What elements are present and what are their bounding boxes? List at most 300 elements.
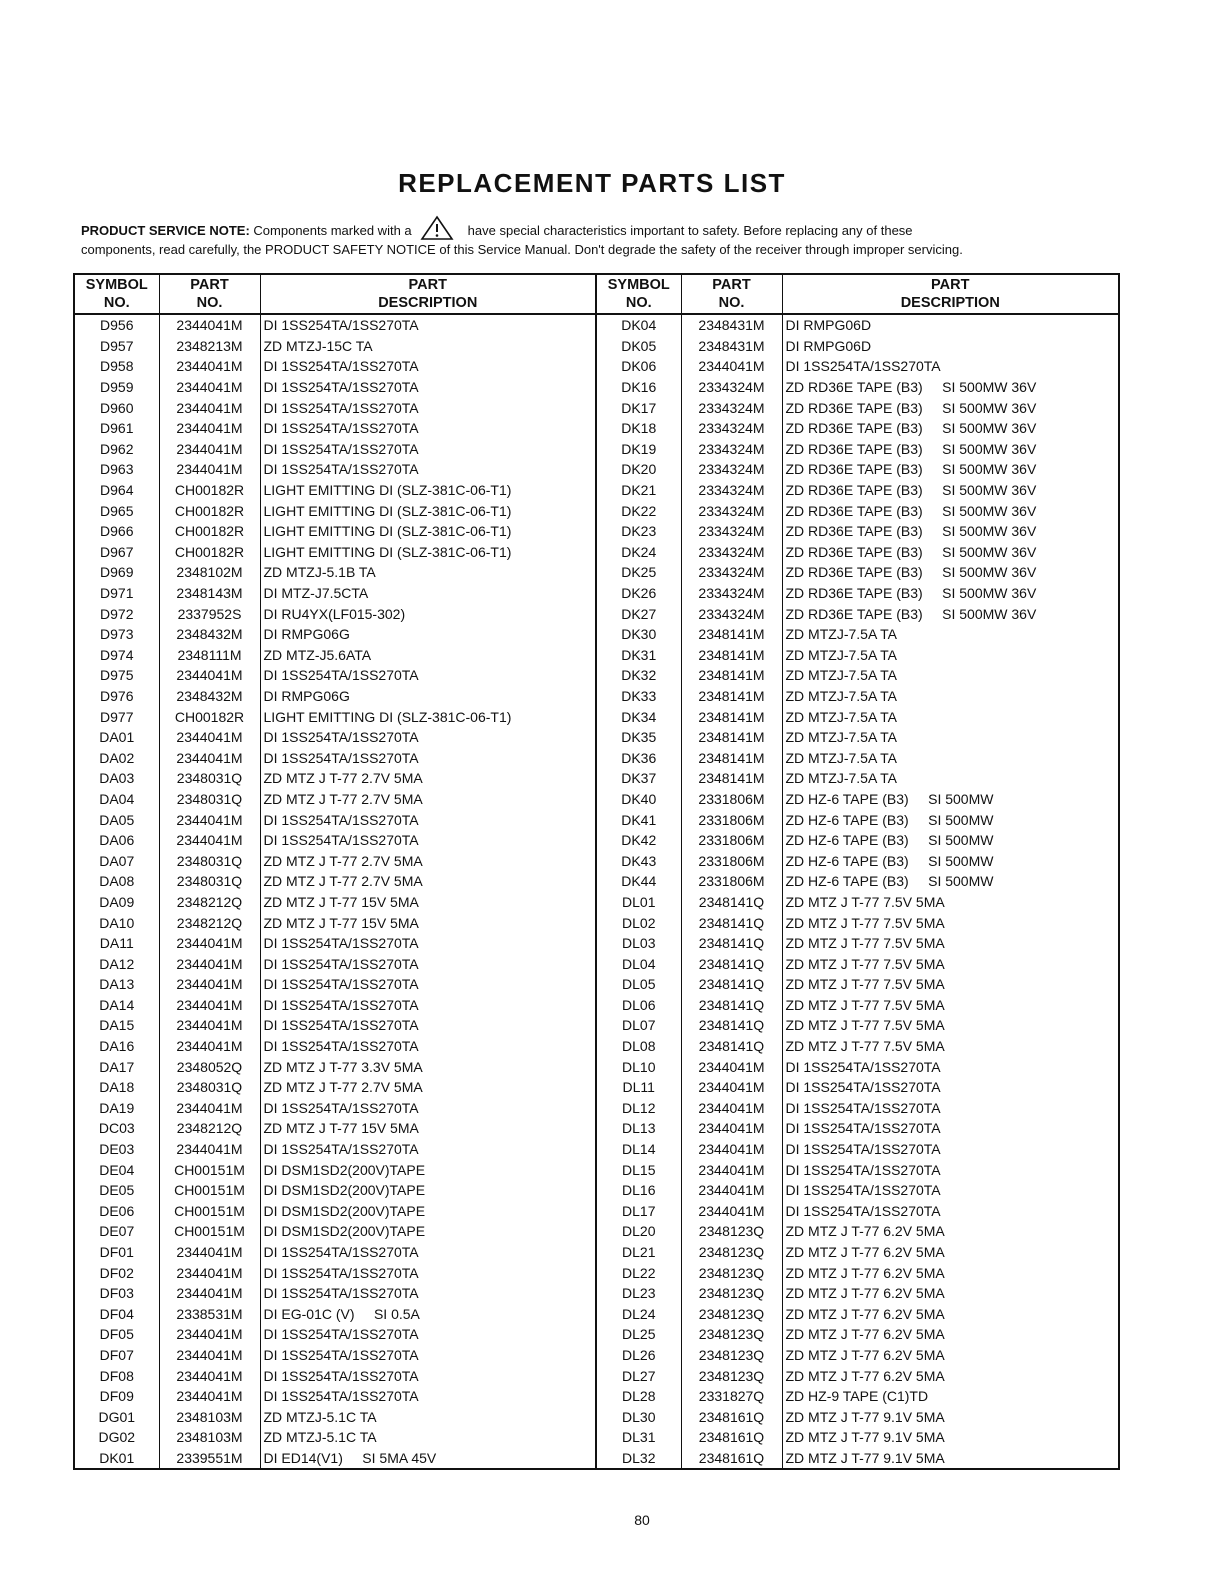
right-part-no-cell: 2348123Q bbox=[681, 1283, 782, 1304]
table-row bbox=[74, 1118, 1119, 1139]
left-description-cell: ZD MTZJ-5.1C TA bbox=[260, 1406, 596, 1427]
left-symbol-cell: DE05 bbox=[99, 1182, 135, 1199]
right-part-no-cell: 2348141M bbox=[681, 686, 782, 707]
left-symbol-cell: DA01 bbox=[99, 729, 135, 746]
right-description-cell: ZD RD36E TAPE (B3) SI 500MW 36V bbox=[782, 583, 1119, 604]
right-symbol-cell: DK21 bbox=[596, 480, 681, 501]
left-symbol-cell: DK01 bbox=[99, 1449, 135, 1466]
left-part-no-cell: CH00182R bbox=[159, 500, 260, 521]
left-description-cell: DI MTZ-J7.5CTA bbox=[260, 583, 596, 604]
right-symbol-cell: DL31 bbox=[596, 1427, 681, 1448]
right-description-cell: ZD MTZJ-7.5A TA bbox=[782, 747, 1119, 768]
left-description-cell: ZD MTZJ-15C TA bbox=[260, 336, 596, 357]
left-part-no-cell: 2344041M bbox=[159, 459, 260, 480]
right-part-no-cell: 2334324M bbox=[681, 377, 782, 398]
right-description-cell: ZD MTZ J T-77 9.1V 5MA bbox=[782, 1448, 1119, 1470]
header-symbol-no-right: SYMBOL NO. bbox=[596, 274, 681, 314]
page-number: 80 bbox=[634, 1512, 650, 1528]
table-row bbox=[74, 542, 1119, 563]
left-part-no-cell: 2348212Q bbox=[159, 912, 260, 933]
left-description-cell: ZD MTZJ-5.1B TA bbox=[260, 562, 596, 583]
right-symbol-cell: DL30 bbox=[596, 1406, 681, 1427]
right-part-no-cell: 2348431M bbox=[681, 336, 782, 357]
right-description-cell: ZD HZ-9 TAPE (C1)TD bbox=[782, 1386, 1119, 1407]
table-row bbox=[74, 809, 1119, 830]
right-description-cell: ZD RD36E TAPE (B3) SI 500MW 36V bbox=[782, 439, 1119, 460]
left-part-no-cell: 2348111M bbox=[159, 645, 260, 666]
right-symbol-cell: DL06 bbox=[596, 995, 681, 1016]
table-row bbox=[74, 1262, 1119, 1283]
right-symbol-cell: DL11 bbox=[596, 1077, 681, 1098]
left-description-cell: DI 1SS254TA/1SS270TA bbox=[260, 1242, 596, 1263]
right-description-cell: DI 1SS254TA/1SS270TA bbox=[782, 1139, 1119, 1160]
right-description-cell: DI RMPG06D bbox=[782, 336, 1119, 357]
right-part-no-cell: 2334324M bbox=[681, 583, 782, 604]
right-description-cell: DI 1SS254TA/1SS270TA bbox=[782, 1180, 1119, 1201]
left-symbol-cell: DA13 bbox=[99, 976, 135, 993]
right-part-no-cell: 2331806M bbox=[681, 850, 782, 871]
left-symbol-cell: D965 bbox=[100, 502, 134, 519]
header-symbol-no: SYMBOL NO. bbox=[74, 274, 159, 314]
table-row bbox=[74, 953, 1119, 974]
left-symbol-cell: DA12 bbox=[99, 955, 135, 972]
right-description-cell: ZD HZ-6 TAPE (B3) SI 500MW bbox=[782, 830, 1119, 851]
left-symbol-cell: D974 bbox=[100, 646, 134, 663]
note-text-before-icon: Components marked with a bbox=[253, 223, 412, 238]
left-part-no-cell: 2344041M bbox=[159, 397, 260, 418]
left-part-no-cell: 2344041M bbox=[159, 1036, 260, 1057]
left-description-cell: DI 1SS254TA/1SS270TA bbox=[260, 377, 596, 398]
right-symbol-cell: DL22 bbox=[596, 1262, 681, 1283]
table-row bbox=[74, 974, 1119, 995]
left-description-cell: DI 1SS254TA/1SS270TA bbox=[260, 314, 596, 336]
right-description-cell: ZD MTZ J T-77 7.5V 5MA bbox=[782, 974, 1119, 995]
right-part-no-cell: 2348141M bbox=[681, 645, 782, 666]
right-symbol-cell: DK19 bbox=[596, 439, 681, 460]
right-part-no-cell: 2331827Q bbox=[681, 1386, 782, 1407]
right-part-no-cell: 2348141M bbox=[681, 624, 782, 645]
right-part-no-cell: 2344041M bbox=[681, 1118, 782, 1139]
right-part-no-cell: 2348123Q bbox=[681, 1221, 782, 1242]
left-description-cell: DI DSM1SD2(200V)TAPE bbox=[260, 1201, 596, 1222]
left-symbol-cell: DA17 bbox=[99, 1058, 135, 1075]
left-symbol-cell: DA08 bbox=[99, 873, 135, 890]
right-part-no-cell: 2348141M bbox=[681, 747, 782, 768]
left-description-cell: DI 1SS254TA/1SS270TA bbox=[260, 933, 596, 954]
left-part-no-cell: 2344041M bbox=[159, 995, 260, 1016]
left-part-no-cell: 2348031Q bbox=[159, 1077, 260, 1098]
right-description-cell: ZD MTZ J T-77 7.5V 5MA bbox=[782, 1015, 1119, 1036]
left-part-no-cell: 2344041M bbox=[159, 747, 260, 768]
left-description-cell: ZD MTZ J T-77 2.7V 5MA bbox=[260, 1077, 596, 1098]
right-part-no-cell: 2334324M bbox=[681, 459, 782, 480]
table-row bbox=[74, 439, 1119, 460]
left-description-cell: ZD MTZ J T-77 15V 5MA bbox=[260, 912, 596, 933]
left-description-cell: ZD MTZ J T-77 15V 5MA bbox=[260, 892, 596, 913]
right-symbol-cell: DK44 bbox=[596, 871, 681, 892]
right-description-cell: DI 1SS254TA/1SS270TA bbox=[782, 356, 1119, 377]
left-description-cell: DI 1SS254TA/1SS270TA bbox=[260, 1365, 596, 1386]
left-part-no-cell: 2348052Q bbox=[159, 1056, 260, 1077]
left-part-no-cell: 2344041M bbox=[159, 356, 260, 377]
right-description-cell: ZD RD36E TAPE (B3) SI 500MW 36V bbox=[782, 459, 1119, 480]
right-symbol-cell: DL13 bbox=[596, 1118, 681, 1139]
left-symbol-cell: DA02 bbox=[99, 749, 135, 766]
right-description-cell: ZD MTZJ-7.5A TA bbox=[782, 645, 1119, 666]
right-description-cell: ZD MTZ J T-77 7.5V 5MA bbox=[782, 953, 1119, 974]
right-part-no-cell: 2344041M bbox=[681, 356, 782, 377]
right-description-cell: ZD RD36E TAPE (B3) SI 500MW 36V bbox=[782, 480, 1119, 501]
table-row bbox=[74, 912, 1119, 933]
table-row bbox=[74, 521, 1119, 542]
right-description-cell: ZD HZ-6 TAPE (B3) SI 500MW bbox=[782, 871, 1119, 892]
right-description-cell: ZD RD36E TAPE (B3) SI 500MW 36V bbox=[782, 377, 1119, 398]
right-description-cell: DI 1SS254TA/1SS270TA bbox=[782, 1056, 1119, 1077]
right-part-no-cell: 2344041M bbox=[681, 1098, 782, 1119]
right-symbol-cell: DL27 bbox=[596, 1365, 681, 1386]
page-title: REPLACEMENT PARTS LIST bbox=[398, 168, 786, 198]
right-symbol-cell: DK18 bbox=[596, 418, 681, 439]
table-row bbox=[74, 706, 1119, 727]
left-description-cell: DI 1SS254TA/1SS270TA bbox=[260, 1139, 596, 1160]
right-part-no-cell: 2334324M bbox=[681, 603, 782, 624]
left-part-no-cell: CH00182R bbox=[159, 521, 260, 542]
right-description-cell: ZD RD36E TAPE (B3) SI 500MW 36V bbox=[782, 603, 1119, 624]
left-description-cell: DI RMPG06G bbox=[260, 624, 596, 645]
table-row bbox=[74, 1036, 1119, 1057]
right-symbol-cell: DL14 bbox=[596, 1139, 681, 1160]
table-row bbox=[74, 747, 1119, 768]
left-symbol-cell: DF03 bbox=[99, 1285, 134, 1302]
table-row bbox=[74, 624, 1119, 645]
right-symbol-cell: DK06 bbox=[596, 356, 681, 377]
right-part-no-cell: 2348141Q bbox=[681, 1036, 782, 1057]
table-row bbox=[74, 1077, 1119, 1098]
left-symbol-cell: D959 bbox=[100, 379, 134, 396]
left-symbol-cell: D972 bbox=[100, 605, 134, 622]
right-part-no-cell: 2334324M bbox=[681, 562, 782, 583]
right-description-cell: ZD MTZ J T-77 6.2V 5MA bbox=[782, 1304, 1119, 1325]
left-part-no-cell: 2344041M bbox=[159, 1262, 260, 1283]
left-description-cell: DI 1SS254TA/1SS270TA bbox=[260, 953, 596, 974]
right-part-no-cell: 2348161Q bbox=[681, 1427, 782, 1448]
left-part-no-cell: CH00151M bbox=[159, 1221, 260, 1242]
left-part-no-cell: 2344041M bbox=[159, 1098, 260, 1119]
table-row bbox=[74, 1427, 1119, 1448]
right-part-no-cell: 2344041M bbox=[681, 1180, 782, 1201]
left-part-no-cell: 2344041M bbox=[159, 1283, 260, 1304]
left-symbol-cell: D957 bbox=[100, 337, 134, 354]
left-part-no-cell: 2344041M bbox=[159, 933, 260, 954]
left-symbol-cell: D975 bbox=[100, 667, 134, 684]
right-part-no-cell: 2348123Q bbox=[681, 1365, 782, 1386]
left-part-no-cell: 2348212Q bbox=[159, 1118, 260, 1139]
left-description-cell: DI 1SS254TA/1SS270TA bbox=[260, 1386, 596, 1407]
right-part-no-cell: 2348141Q bbox=[681, 995, 782, 1016]
left-part-no-cell: 2348103M bbox=[159, 1427, 260, 1448]
left-description-cell: ZD MTZ J T-77 3.3V 5MA bbox=[260, 1056, 596, 1077]
table-row bbox=[74, 830, 1119, 851]
table-row bbox=[74, 933, 1119, 954]
table-row bbox=[74, 336, 1119, 357]
right-symbol-cell: DK35 bbox=[596, 727, 681, 748]
table-row bbox=[74, 459, 1119, 480]
left-part-no-cell: 2344041M bbox=[159, 377, 260, 398]
table-row bbox=[74, 1159, 1119, 1180]
table-row bbox=[74, 871, 1119, 892]
left-description-cell: DI 1SS254TA/1SS270TA bbox=[260, 1345, 596, 1366]
left-description-cell: DI 1SS254TA/1SS270TA bbox=[260, 356, 596, 377]
right-part-no-cell: 2348123Q bbox=[681, 1304, 782, 1325]
right-description-cell: ZD MTZ J T-77 6.2V 5MA bbox=[782, 1324, 1119, 1345]
left-symbol-cell: DA04 bbox=[99, 790, 135, 807]
right-description-cell: ZD MTZ J T-77 6.2V 5MA bbox=[782, 1242, 1119, 1263]
right-part-no-cell: 2348431M bbox=[681, 314, 782, 336]
right-part-no-cell: 2348141Q bbox=[681, 933, 782, 954]
right-part-no-cell: 2344041M bbox=[681, 1139, 782, 1160]
left-description-cell: ZD MTZ J T-77 15V 5MA bbox=[260, 1118, 596, 1139]
left-symbol-cell: DA05 bbox=[99, 811, 135, 828]
right-symbol-cell: DL10 bbox=[596, 1056, 681, 1077]
table-row bbox=[74, 1386, 1119, 1407]
left-description-cell: DI DSM1SD2(200V)TAPE bbox=[260, 1221, 596, 1242]
left-symbol-cell: DF08 bbox=[99, 1367, 134, 1384]
left-description-cell: DI 1SS254TA/1SS270TA bbox=[260, 1036, 596, 1057]
right-part-no-cell: 2344041M bbox=[681, 1077, 782, 1098]
right-part-no-cell: 2348141M bbox=[681, 706, 782, 727]
table-row bbox=[74, 665, 1119, 686]
left-part-no-cell: CH00151M bbox=[159, 1201, 260, 1222]
left-symbol-cell: DE06 bbox=[99, 1202, 135, 1219]
right-description-cell: ZD MTZ J T-77 6.2V 5MA bbox=[782, 1262, 1119, 1283]
left-description-cell: DI 1SS254TA/1SS270TA bbox=[260, 727, 596, 748]
left-symbol-cell: DE07 bbox=[99, 1223, 135, 1240]
right-symbol-cell: DK25 bbox=[596, 562, 681, 583]
left-part-no-cell: 2344041M bbox=[159, 665, 260, 686]
left-description-cell: DI 1SS254TA/1SS270TA bbox=[260, 830, 596, 851]
right-part-no-cell: 2348141Q bbox=[681, 892, 782, 913]
left-symbol-cell: D977 bbox=[100, 708, 134, 725]
table-row bbox=[74, 995, 1119, 1016]
left-description-cell: LIGHT EMITTING DI (SLZ-381C-06-T1) bbox=[260, 500, 596, 521]
left-description-cell: ZD MTZ-J5.6ATA bbox=[260, 645, 596, 666]
parts-table bbox=[73, 273, 1120, 1470]
left-description-cell: DI 1SS254TA/1SS270TA bbox=[260, 418, 596, 439]
right-description-cell: ZD MTZ J T-77 7.5V 5MA bbox=[782, 933, 1119, 954]
left-part-no-cell: 2344041M bbox=[159, 953, 260, 974]
right-description-cell: ZD MTZ J T-77 6.2V 5MA bbox=[782, 1221, 1119, 1242]
right-description-cell: DI 1SS254TA/1SS270TA bbox=[782, 1159, 1119, 1180]
left-part-no-cell: CH00151M bbox=[159, 1180, 260, 1201]
right-symbol-cell: DL05 bbox=[596, 974, 681, 995]
right-symbol-cell: DK33 bbox=[596, 686, 681, 707]
left-part-no-cell: 2344041M bbox=[159, 1345, 260, 1366]
right-description-cell: ZD RD36E TAPE (B3) SI 500MW 36V bbox=[782, 418, 1119, 439]
header-part-description: PART DESCRIPTION bbox=[260, 274, 596, 314]
right-part-no-cell: 2348141M bbox=[681, 665, 782, 686]
right-part-no-cell: 2334324M bbox=[681, 418, 782, 439]
right-symbol-cell: DL12 bbox=[596, 1098, 681, 1119]
table-row bbox=[74, 1365, 1119, 1386]
note-line-1 bbox=[81, 215, 1121, 241]
right-part-no-cell: 2344041M bbox=[681, 1159, 782, 1180]
right-part-no-cell: 2348123Q bbox=[681, 1262, 782, 1283]
right-description-cell: DI 1SS254TA/1SS270TA bbox=[782, 1118, 1119, 1139]
right-symbol-cell: DK34 bbox=[596, 706, 681, 727]
right-part-no-cell: 2334324M bbox=[681, 521, 782, 542]
table-row bbox=[74, 1304, 1119, 1325]
left-symbol-cell: D969 bbox=[100, 564, 134, 581]
table-row bbox=[74, 1180, 1119, 1201]
left-part-no-cell: 2339551M bbox=[159, 1448, 260, 1470]
left-description-cell: ZD MTZ J T-77 2.7V 5MA bbox=[260, 871, 596, 892]
left-symbol-cell: DC03 bbox=[98, 1120, 135, 1137]
left-description-cell: LIGHT EMITTING DI (SLZ-381C-06-T1) bbox=[260, 706, 596, 727]
right-part-no-cell: 2331806M bbox=[681, 830, 782, 851]
left-description-cell: DI DSM1SD2(200V)TAPE bbox=[260, 1180, 596, 1201]
right-symbol-cell: DK05 bbox=[596, 336, 681, 357]
left-symbol-cell: D964 bbox=[100, 482, 134, 499]
left-symbol-cell: DA18 bbox=[99, 1079, 135, 1096]
right-symbol-cell: DL15 bbox=[596, 1159, 681, 1180]
right-symbol-cell: DK22 bbox=[596, 500, 681, 521]
right-description-cell: ZD MTZJ-7.5A TA bbox=[782, 686, 1119, 707]
table-row bbox=[74, 1056, 1119, 1077]
left-description-cell: DI RMPG06G bbox=[260, 686, 596, 707]
left-symbol-cell: D976 bbox=[100, 687, 134, 704]
left-description-cell: DI ED14(V1) SI 5MA 45V bbox=[260, 1448, 596, 1470]
left-description-cell: DI RU4YX(LF015-302) bbox=[260, 603, 596, 624]
table-row bbox=[74, 645, 1119, 666]
right-symbol-cell: DL01 bbox=[596, 892, 681, 913]
right-symbol-cell: DK40 bbox=[596, 789, 681, 810]
right-description-cell: ZD RD36E TAPE (B3) SI 500MW 36V bbox=[782, 542, 1119, 563]
right-description-cell: ZD MTZ J T-77 7.5V 5MA bbox=[782, 892, 1119, 913]
table-row bbox=[74, 1448, 1119, 1470]
right-symbol-cell: DK37 bbox=[596, 768, 681, 789]
left-description-cell: LIGHT EMITTING DI (SLZ-381C-06-T1) bbox=[260, 521, 596, 542]
right-part-no-cell: 2344041M bbox=[681, 1201, 782, 1222]
left-symbol-cell: DF01 bbox=[99, 1244, 134, 1261]
right-symbol-cell: DL24 bbox=[596, 1304, 681, 1325]
table-row bbox=[74, 603, 1119, 624]
right-symbol-cell: DL16 bbox=[596, 1180, 681, 1201]
left-description-cell: DI 1SS254TA/1SS270TA bbox=[260, 747, 596, 768]
table-row bbox=[74, 727, 1119, 748]
right-symbol-cell: DL26 bbox=[596, 1345, 681, 1366]
left-description-cell: ZD MTZ J T-77 2.7V 5MA bbox=[260, 850, 596, 871]
left-description-cell: DI EG-01C (V) SI 0.5A bbox=[260, 1304, 596, 1325]
left-part-no-cell: 2344041M bbox=[159, 1015, 260, 1036]
left-description-cell: DI 1SS254TA/1SS270TA bbox=[260, 995, 596, 1016]
left-symbol-cell: DA03 bbox=[99, 770, 135, 787]
left-symbol-cell: DA14 bbox=[99, 996, 135, 1013]
left-part-no-cell: 2348031Q bbox=[159, 850, 260, 871]
left-part-no-cell: 2348432M bbox=[159, 686, 260, 707]
right-symbol-cell: DL07 bbox=[596, 1015, 681, 1036]
right-part-no-cell: 2348123Q bbox=[681, 1324, 782, 1345]
table-row bbox=[74, 480, 1119, 501]
left-part-no-cell: CH00182R bbox=[159, 706, 260, 727]
right-part-no-cell: 2348141Q bbox=[681, 912, 782, 933]
table-header-row bbox=[74, 274, 1119, 314]
left-symbol-cell: DG01 bbox=[98, 1408, 136, 1425]
left-part-no-cell: 2344041M bbox=[159, 418, 260, 439]
left-symbol-cell: DF04 bbox=[99, 1305, 134, 1322]
right-symbol-cell: DK16 bbox=[596, 377, 681, 398]
right-description-cell: ZD MTZ J T-77 9.1V 5MA bbox=[782, 1406, 1119, 1427]
left-symbol-cell: DF05 bbox=[99, 1326, 134, 1343]
right-description-cell: ZD HZ-6 TAPE (B3) SI 500MW bbox=[782, 789, 1119, 810]
right-part-no-cell: 2348123Q bbox=[681, 1345, 782, 1366]
left-symbol-cell: DA07 bbox=[99, 852, 135, 869]
table-row bbox=[74, 1324, 1119, 1345]
right-symbol-cell: DL02 bbox=[596, 912, 681, 933]
note-text-after-icon: have special characteristics important to safety. Before replacing any of these bbox=[467, 223, 913, 238]
right-part-no-cell: 2334324M bbox=[681, 500, 782, 521]
left-part-no-cell: 2348031Q bbox=[159, 789, 260, 810]
right-description-cell: ZD MTZ J T-77 6.2V 5MA bbox=[782, 1283, 1119, 1304]
left-symbol-cell: DA10 bbox=[99, 914, 135, 931]
header-part-no: PART NO. bbox=[159, 274, 260, 314]
left-part-no-cell: 2348432M bbox=[159, 624, 260, 645]
right-symbol-cell: DK17 bbox=[596, 397, 681, 418]
right-symbol-cell: DL23 bbox=[596, 1283, 681, 1304]
left-part-no-cell: 2348212Q bbox=[159, 892, 260, 913]
left-part-no-cell: 2337952S bbox=[159, 603, 260, 624]
right-part-no-cell: 2331806M bbox=[681, 789, 782, 810]
left-part-no-cell: 2348102M bbox=[159, 562, 260, 583]
right-part-no-cell: 2331806M bbox=[681, 871, 782, 892]
left-description-cell: DI 1SS254TA/1SS270TA bbox=[260, 1283, 596, 1304]
left-description-cell: ZD MTZ J T-77 2.7V 5MA bbox=[260, 768, 596, 789]
left-symbol-cell: DE04 bbox=[99, 1161, 135, 1178]
right-part-no-cell: 2348141Q bbox=[681, 974, 782, 995]
right-symbol-cell: DK36 bbox=[596, 747, 681, 768]
header-part-description-right: PART DESCRIPTION bbox=[782, 274, 1119, 314]
right-description-cell: ZD MTZJ-7.5A TA bbox=[782, 665, 1119, 686]
left-description-cell: ZD MTZJ-5.1C TA bbox=[260, 1427, 596, 1448]
left-symbol-cell: DF02 bbox=[99, 1264, 134, 1281]
product-service-note bbox=[81, 215, 1121, 258]
right-symbol-cell: DL04 bbox=[596, 953, 681, 974]
right-description-cell: ZD MTZJ-7.5A TA bbox=[782, 624, 1119, 645]
left-part-no-cell: 2344041M bbox=[159, 974, 260, 995]
right-description-cell: ZD MTZ J T-77 9.1V 5MA bbox=[782, 1427, 1119, 1448]
right-description-cell: ZD MTZ J T-77 7.5V 5MA bbox=[782, 912, 1119, 933]
left-description-cell: DI 1SS254TA/1SS270TA bbox=[260, 665, 596, 686]
left-symbol-cell: D971 bbox=[100, 585, 134, 602]
left-symbol-cell: D963 bbox=[100, 461, 134, 478]
table-row bbox=[74, 1242, 1119, 1263]
left-symbol-cell: DA11 bbox=[99, 935, 134, 952]
right-description-cell: ZD MTZ J T-77 7.5V 5MA bbox=[782, 995, 1119, 1016]
right-part-no-cell: 2348141M bbox=[681, 727, 782, 748]
right-part-no-cell: 2348161Q bbox=[681, 1448, 782, 1470]
left-description-cell: DI 1SS254TA/1SS270TA bbox=[260, 974, 596, 995]
right-description-cell: ZD MTZJ-7.5A TA bbox=[782, 768, 1119, 789]
right-symbol-cell: DL25 bbox=[596, 1324, 681, 1345]
left-description-cell: DI 1SS254TA/1SS270TA bbox=[260, 439, 596, 460]
left-part-no-cell: CH00182R bbox=[159, 542, 260, 563]
table-row bbox=[74, 500, 1119, 521]
table-row bbox=[74, 397, 1119, 418]
right-description-cell: ZD RD36E TAPE (B3) SI 500MW 36V bbox=[782, 562, 1119, 583]
right-symbol-cell: DK24 bbox=[596, 542, 681, 563]
right-description-cell: ZD RD36E TAPE (B3) SI 500MW 36V bbox=[782, 521, 1119, 542]
table-row bbox=[74, 789, 1119, 810]
right-symbol-cell: DK41 bbox=[596, 809, 681, 830]
